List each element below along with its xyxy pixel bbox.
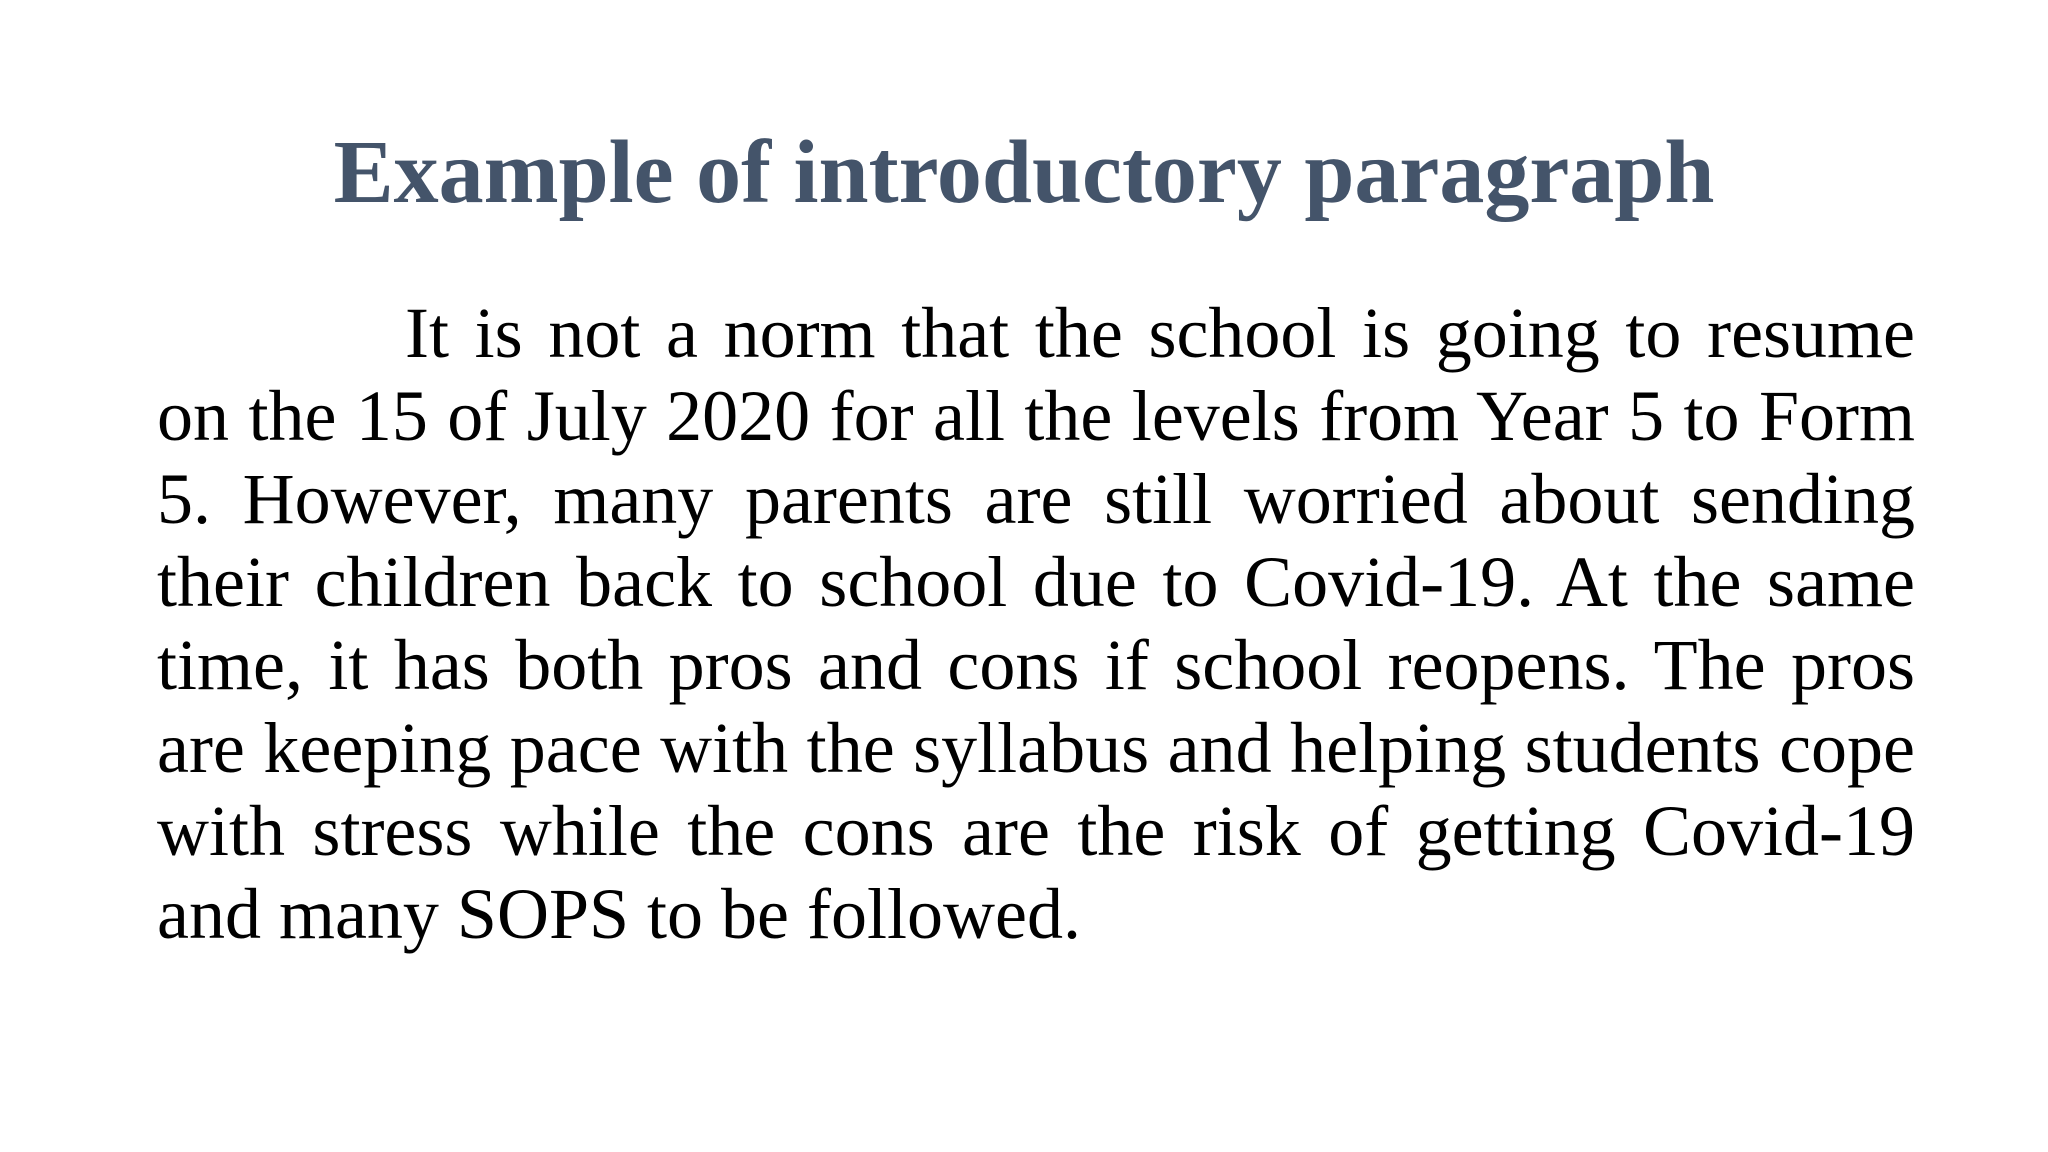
slide-title: Example of introductory paragraph	[333, 123, 1715, 222]
introductory-paragraph: It is not a norm that the school is going to resume on the 15 of July 2020 for all the levels from Year 5 to Form 5. However, many parents are still worried about sending their children back to school due to Covid-19. At the same time, it has both pros and cons if school reopens. The pros are keeping pace with the syllabus and helping students cope with stress while the cons are the risk of getting Covid-19 and many SOPS to be followed.	[157, 293, 1915, 954]
